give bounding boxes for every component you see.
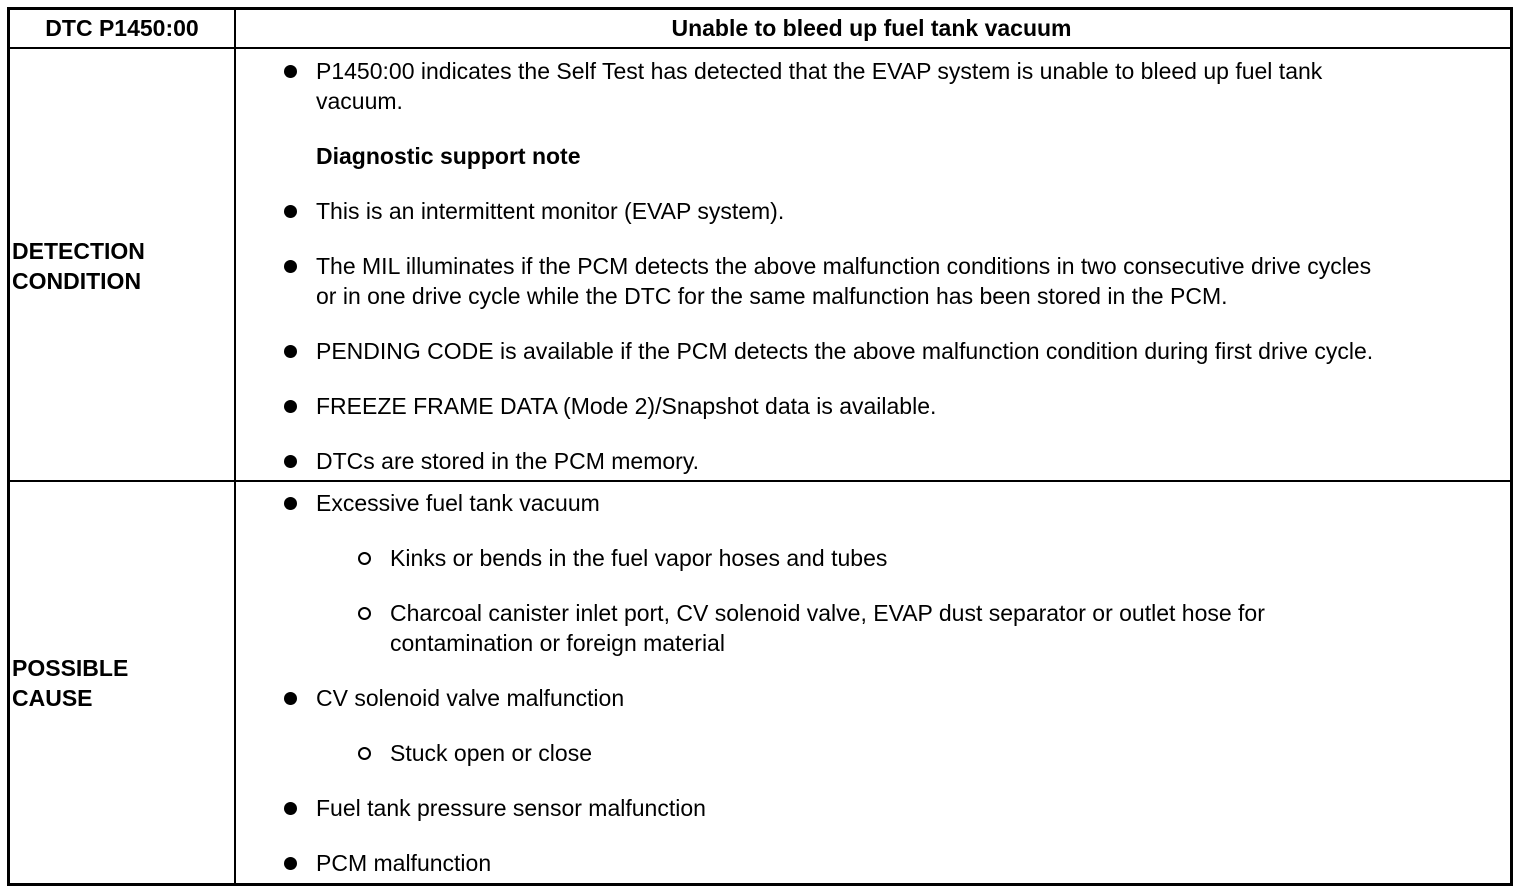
bullet-icon [284,857,297,870]
sub-bullet-icon [358,747,371,760]
cause-item-text: CV solenoid valve malfunction [316,685,625,711]
cause-item-text: Excessive fuel tank vacuum [316,490,600,516]
bullet-icon [284,692,297,705]
detection-item-text: This is an intermittent monitor (EVAP system). [316,198,785,224]
bullet-icon [284,400,297,413]
detection-item-text: or in one drive cycle while the DTC for the same malfunction has been stored in the PCM. [316,283,1228,309]
detection-item-text: vacuum. [316,88,403,114]
bullet-icon [284,345,297,358]
detection-item-text: DTCs are stored in the PCM memory. [316,448,700,474]
cause-subitem-text: Stuck open or close [390,740,593,766]
bullet-icon [284,205,297,218]
diagnostic-support-note-heading: Diagnostic support note [316,143,581,169]
cause-item-text: Fuel tank pressure sensor malfunction [316,795,706,821]
header-divider [7,47,1510,49]
row-divider [7,480,1510,482]
table-border [7,7,1513,886]
detection-label-line1: DETECTION [12,238,145,264]
cause-subitem-text: Charcoal canister inlet port, CV solenoid valve, EVAP dust separator or outlet hose for [390,600,1265,626]
detection-condition-label [12,236,145,296]
cause-subitem-text: contamination or foreign material [390,630,725,656]
dtc-code: DTC P1450:00 [45,15,199,41]
bullet-icon [284,65,297,78]
cause-label-line2: CAUSE [12,685,93,711]
bullet-icon [284,802,297,815]
detection-label-line2: CONDITION [12,268,142,294]
dtc-title: Unable to bleed up fuel tank vacuum [671,15,1072,41]
detection-item-text: FREEZE FRAME DATA (Mode 2)/Snapshot data is available. [316,393,937,419]
sub-bullet-icon [358,552,371,565]
detection-item-text: PENDING CODE is available if the PCM detects the above malfunction condition during first drive cycle. [316,338,1374,364]
bullet-icon [284,455,297,468]
column-divider [234,7,236,883]
cause-label-line1: POSSIBLE [12,655,129,681]
detection-item-text: P1450:00 indicates the Self Test has detected that the EVAP system is unable to bleed up fuel tank [316,58,1323,84]
bullet-icon [284,497,297,510]
cause-item-text: PCM malfunction [316,850,492,876]
sub-bullet-icon [358,607,371,620]
cause-subitem-text: Kinks or bends in the fuel vapor hoses and tubes [390,545,888,571]
possible-cause-label [12,653,128,713]
detection-item-text: The MIL illuminates if the PCM detects the above malfunction conditions in two consecutive drive cycles [316,253,1372,279]
bullet-icon [284,260,297,273]
